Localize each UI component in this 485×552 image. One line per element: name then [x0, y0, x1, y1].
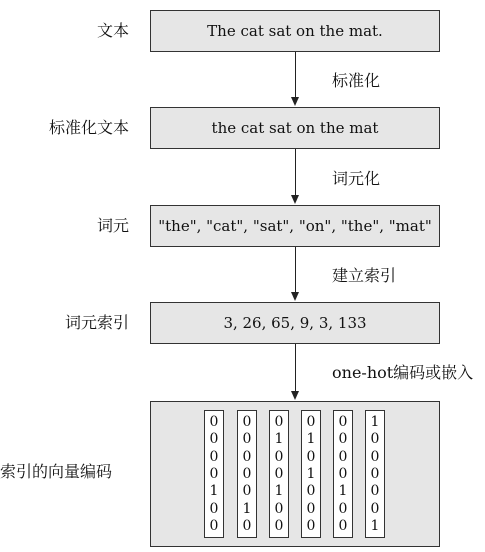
stage-label-text: 文本 — [96, 21, 129, 40]
vector-value: 0 — [242, 448, 252, 465]
arrowhead-4 — [291, 391, 299, 400]
vector-value: 0 — [209, 431, 219, 448]
vector-value: 0 — [306, 483, 316, 500]
vector-value: 0 — [242, 518, 252, 535]
vector-column-5 — [333, 410, 353, 538]
stage-box-normalized-text-content: the cat sat on the mat — [211, 119, 379, 137]
vector-column-3 — [269, 410, 289, 538]
vector-value: 0 — [242, 413, 252, 430]
vector-value: 0 — [306, 518, 316, 535]
step-label-tokenize: 词元化 — [332, 169, 381, 188]
stage-label-vector-encoding: 索引的向量编码 — [0, 462, 113, 481]
stage-box-tokens-content: "the", "cat", "sat", "on", "the", "mat" — [158, 217, 432, 235]
arrow-4 — [295, 344, 296, 391]
vector-column-1 — [204, 410, 224, 538]
vector-value: 0 — [370, 448, 380, 465]
vector-value: 1 — [306, 465, 316, 482]
vector-value: 0 — [242, 465, 252, 482]
vector-value: 0 — [306, 500, 316, 517]
vector-value: 0 — [306, 413, 316, 430]
stage-label-tokens: 词元 — [96, 216, 129, 235]
arrowhead-3 — [291, 292, 299, 301]
vector-value: 1 — [242, 500, 252, 517]
step-label-index: 建立索引 — [332, 266, 397, 285]
arrow-3 — [295, 247, 296, 292]
stage-box-tokens — [150, 205, 440, 247]
vector-value: 0 — [370, 483, 380, 500]
vector-value: 1 — [370, 518, 380, 535]
vector-value: 1 — [274, 431, 284, 448]
stage-label-normalized-text: 标准化文本 — [48, 118, 129, 137]
vector-value: 0 — [242, 431, 252, 448]
vector-value: 0 — [274, 465, 284, 482]
vector-value: 0 — [274, 500, 284, 517]
vector-value: 0 — [274, 448, 284, 465]
vector-value: 0 — [338, 500, 348, 517]
vector-value: 1 — [209, 483, 219, 500]
arrowhead-1 — [291, 97, 299, 106]
stage-box-text — [150, 10, 440, 52]
vector-value: 0 — [306, 448, 316, 465]
stage-box-vector-encoding — [150, 401, 440, 547]
stage-box-text-content: The cat sat on the mat. — [207, 22, 383, 40]
stage-label-token-indices: 词元索引 — [64, 313, 129, 332]
arrow-2 — [295, 149, 296, 195]
vector-value: 1 — [306, 431, 316, 448]
stage-box-token-indices-content: 3, 26, 65, 9, 3, 133 — [223, 314, 367, 332]
vector-value: 0 — [370, 465, 380, 482]
vector-value: 1 — [370, 413, 380, 430]
vector-value: 0 — [209, 465, 219, 482]
vector-value: 0 — [338, 413, 348, 430]
step-label-encode: one-hot编码或嵌入 — [332, 363, 474, 382]
vector-value: 0 — [338, 518, 348, 535]
vector-value: 0 — [209, 500, 219, 517]
vector-value: 0 — [338, 448, 348, 465]
vector-column-4 — [301, 410, 321, 538]
vector-value: 0 — [209, 518, 219, 535]
vector-column-2 — [237, 410, 257, 538]
step-label-normalize: 标准化 — [332, 71, 381, 90]
vector-column-6 — [365, 410, 385, 538]
vector-value: 1 — [338, 483, 348, 500]
stage-box-normalized-text — [150, 107, 440, 149]
arrow-1 — [295, 52, 296, 97]
vector-value: 0 — [274, 413, 284, 430]
vector-value: 0 — [242, 483, 252, 500]
stage-box-token-indices — [150, 302, 440, 344]
vector-value: 0 — [338, 465, 348, 482]
vector-value: 0 — [370, 500, 380, 517]
arrowhead-2 — [291, 195, 299, 204]
vector-value: 0 — [209, 448, 219, 465]
vector-value: 0 — [274, 518, 284, 535]
vector-value: 1 — [274, 483, 284, 500]
vector-value: 0 — [209, 413, 219, 430]
vector-value: 0 — [370, 431, 380, 448]
vector-value: 0 — [338, 431, 348, 448]
